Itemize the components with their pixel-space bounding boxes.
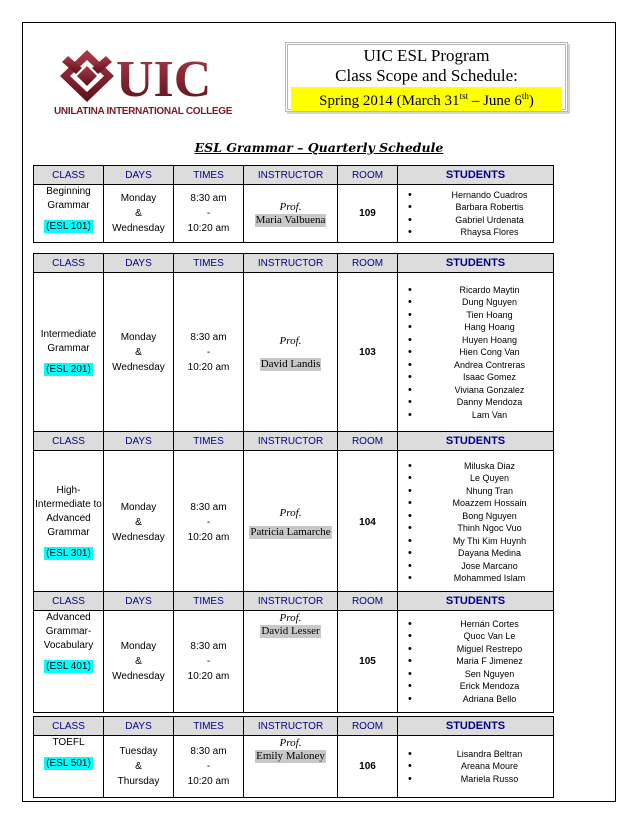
student-item: • Dayana Medina xyxy=(408,547,553,560)
col-header-days: DAYS xyxy=(104,717,174,736)
class-name-line: Beginning xyxy=(46,186,91,197)
student-item: • Danny Mendoza xyxy=(408,396,553,409)
instructor-cell xyxy=(244,273,338,433)
student-item: • Hien Cong Van xyxy=(408,346,553,359)
col-header-room: ROOM xyxy=(338,166,398,185)
col-header-room: ROOM xyxy=(338,717,398,736)
days-cell xyxy=(104,185,174,243)
days-line: Thursday xyxy=(117,776,160,787)
student-item: • Mariela Russo xyxy=(408,773,553,786)
class-name-line: Grammar xyxy=(47,343,90,354)
class-code-wrap xyxy=(34,653,103,674)
student-item: • Barbara Robertis xyxy=(408,201,553,214)
col-header-instructor: INSTRUCTOR xyxy=(244,166,338,185)
logo-college-name: UNILATINA INTERNATIONAL COLLEGE xyxy=(54,106,233,117)
class-name-line: Advanced xyxy=(46,512,91,524)
col-header-instructor: INSTRUCTOR xyxy=(244,254,338,273)
col-header-class: CLASS xyxy=(34,166,104,185)
student-item: • Lam Van xyxy=(408,409,553,422)
student-item: • Maria F Jimenez xyxy=(408,655,553,668)
student-item: • Adriana Bello xyxy=(408,693,553,706)
col-header-room: ROOM xyxy=(338,432,398,451)
schedule-subtitle: ESL Grammar – Quarterly Schedule xyxy=(194,140,444,155)
student-item: • Dung Nguyen xyxy=(408,296,553,309)
class-name-line: Vocabulary xyxy=(43,640,94,651)
header-row xyxy=(34,166,554,185)
instructor-name: Maria Valbuena xyxy=(255,214,326,226)
instructor-cell xyxy=(244,736,338,798)
student-item: • Le Quyen xyxy=(408,472,553,485)
prof-label: Prof. xyxy=(279,201,302,213)
student-item: • Hernando Cuadros xyxy=(408,189,553,202)
class-code: (ESL 401) xyxy=(46,661,91,672)
days-cell xyxy=(104,736,174,798)
class-name-line: Advanced xyxy=(46,612,91,623)
class-code-wrap xyxy=(34,750,103,771)
class-name-line: TOEFL xyxy=(52,737,85,748)
days-cell xyxy=(104,273,174,433)
days-line: Wednesday xyxy=(112,223,165,234)
times-line: - xyxy=(206,516,211,528)
header-row xyxy=(34,432,554,451)
class-table xyxy=(33,253,554,433)
term-dates: Spring 2014 (March $31^{tst}$ – June 6th) xyxy=(291,87,562,111)
students-cell xyxy=(398,611,554,713)
student-item: • Nhung Tran xyxy=(408,485,553,498)
times-line: 8:30 am xyxy=(190,641,227,652)
times-cell xyxy=(174,611,244,713)
student-item: • Mohammed Islam xyxy=(408,572,553,585)
times-line: 10:20 am xyxy=(187,531,230,543)
student-item: • Tien Hoang xyxy=(408,309,553,322)
spacer xyxy=(244,348,337,358)
col-header-students: STUDENTS xyxy=(398,432,554,451)
times-line: - xyxy=(206,208,211,219)
times-line: 10:20 am xyxy=(187,362,230,373)
class-row xyxy=(34,451,554,594)
col-header-times: TIMES xyxy=(174,254,244,273)
class-name-cell xyxy=(34,273,104,433)
col-header-students: STUDENTS xyxy=(398,717,554,736)
col-header-room: ROOM xyxy=(338,592,398,611)
times-cell xyxy=(174,185,244,243)
instructor-cell xyxy=(244,185,338,243)
times-cell xyxy=(174,736,244,798)
instructor-name: David Lesser xyxy=(261,625,320,637)
class-name-line: Grammar xyxy=(47,200,90,211)
student-item: • Moazzem Hossain xyxy=(408,497,553,510)
col-header-class: CLASS xyxy=(34,592,104,611)
prof-label: Prof. xyxy=(279,335,302,347)
days-line: Monday xyxy=(120,193,157,204)
program-title: UIC ESL Program xyxy=(363,46,490,65)
col-header-class: CLASS xyxy=(34,432,104,451)
room-number: 109 xyxy=(338,185,398,243)
student-item: • Andrea Contreras xyxy=(408,359,553,372)
times-line: 8:30 am xyxy=(190,501,227,513)
class-code: (ESL 301) xyxy=(46,547,91,559)
class-name-line: High- xyxy=(56,484,81,496)
times-line: 10:20 am xyxy=(187,776,230,787)
days-line: Wednesday xyxy=(112,362,165,373)
student-item: • Quoc Van Le xyxy=(408,630,553,643)
students-cell xyxy=(398,273,554,433)
room-number: 103 xyxy=(338,273,398,433)
student-item: • Miluska Diaz xyxy=(408,460,553,473)
room-number: 106 xyxy=(338,736,398,798)
student-list xyxy=(398,460,553,585)
logo-uic-text: UIC xyxy=(116,51,212,108)
class-name-line: Intermediate to xyxy=(35,498,102,510)
schedule-title: Class Scope and Schedule: xyxy=(335,66,518,85)
student-item: • Miguel Restrepo xyxy=(408,643,553,656)
col-header-instructor: INSTRUCTOR xyxy=(244,432,338,451)
class-name-cell xyxy=(34,611,104,713)
student-list xyxy=(398,748,553,786)
col-header-class: CLASS xyxy=(34,717,104,736)
times-line: 10:20 am xyxy=(187,223,230,234)
days-line: Tuesday xyxy=(119,746,158,757)
times-line: - xyxy=(206,761,211,772)
times-line: 8:30 am xyxy=(190,193,227,204)
col-header-students: STUDENTS xyxy=(398,166,554,185)
class-row xyxy=(34,736,554,798)
student-list xyxy=(398,189,553,239)
col-header-instructor: INSTRUCTOR xyxy=(244,717,338,736)
class-table xyxy=(33,431,554,594)
class-name-cell xyxy=(34,736,104,798)
header-row xyxy=(34,592,554,611)
class-code: (ESL 201) xyxy=(46,364,91,375)
times-cell xyxy=(174,273,244,433)
class-name-line: Grammar- xyxy=(45,626,92,637)
class-table xyxy=(33,591,554,713)
col-header-students: STUDENTS xyxy=(398,254,554,273)
student-item: • Bong Nguyen xyxy=(408,510,553,523)
class-table xyxy=(33,716,554,798)
instructor-name: Patricia Lamarche xyxy=(250,525,331,538)
class-code: (ESL 501) xyxy=(46,758,91,769)
header-row xyxy=(34,717,554,736)
times-line: 10:20 am xyxy=(187,671,230,682)
student-list xyxy=(398,284,553,422)
days-line: & xyxy=(135,656,142,667)
times-line: - xyxy=(206,347,211,358)
student-item: • Areana Moure xyxy=(408,760,553,773)
days-cell xyxy=(104,451,174,594)
col-header-room: ROOM xyxy=(338,254,398,273)
student-item: • My Thi Kim Huynh xyxy=(408,535,553,548)
times-line: - xyxy=(206,656,211,667)
times-line: 8:30 am xyxy=(190,746,227,757)
student-item: • Isaac Gomez xyxy=(408,371,553,384)
col-header-times: TIMES xyxy=(174,432,244,451)
class-code: (ESL 101) xyxy=(46,221,91,232)
days-line: Wednesday xyxy=(112,531,165,543)
col-header-days: DAYS xyxy=(104,432,174,451)
instructor-name: Emily Maloney xyxy=(256,750,325,762)
student-item: • Viviana Gonzalez xyxy=(408,384,553,397)
col-header-days: DAYS xyxy=(104,166,174,185)
prof-label: Prof. xyxy=(279,612,302,624)
class-table xyxy=(33,165,554,243)
col-header-instructor: INSTRUCTOR xyxy=(244,592,338,611)
header-row xyxy=(34,254,554,273)
days-line: & xyxy=(135,347,142,358)
class-row xyxy=(34,611,554,713)
instructor-cell xyxy=(244,611,338,713)
prof-label: Prof. xyxy=(279,737,302,749)
student-item: • Hernán Cortes xyxy=(408,618,553,631)
student-item: • Lisandra Beltran xyxy=(408,748,553,761)
student-item: • Huyen Hoang xyxy=(408,334,553,347)
student-item: • Hang Hoang xyxy=(408,321,553,334)
days-line: Monday xyxy=(120,641,157,652)
col-header-times: TIMES xyxy=(174,592,244,611)
class-name-cell xyxy=(34,451,104,594)
class-code-wrap xyxy=(34,213,103,234)
days-line: Wednesday xyxy=(112,671,165,682)
times-line: 8:30 am xyxy=(190,332,227,343)
col-header-days: DAYS xyxy=(104,592,174,611)
student-item: • Jose Marcano xyxy=(408,560,553,573)
col-header-class: CLASS xyxy=(34,254,104,273)
student-item: • Gabriel Urdenata xyxy=(408,214,553,227)
col-header-students: STUDENTS xyxy=(398,592,554,611)
days-cell xyxy=(104,611,174,713)
students-cell xyxy=(398,451,554,594)
times-cell xyxy=(174,451,244,594)
class-row xyxy=(34,185,554,243)
student-list xyxy=(398,618,553,706)
student-item: • Ricardo Maytin xyxy=(408,284,553,297)
days-line: & xyxy=(135,516,142,528)
student-item: • Sen Nguyen xyxy=(408,668,553,681)
col-header-times: TIMES xyxy=(174,717,244,736)
days-line: Monday xyxy=(120,501,157,513)
class-code-wrap xyxy=(34,540,103,561)
days-line: & xyxy=(135,208,142,219)
prof-label: Prof. xyxy=(279,506,302,519)
days-line: & xyxy=(135,761,142,772)
student-item: • Thinh Ngoc Vuo xyxy=(408,522,553,535)
class-name-cell xyxy=(34,185,104,243)
days-line: Monday xyxy=(120,332,157,343)
col-header-days: DAYS xyxy=(104,254,174,273)
class-name-line: Grammar xyxy=(47,526,90,538)
col-header-times: TIMES xyxy=(174,166,244,185)
student-item: • Erick Mendoza xyxy=(408,680,553,693)
instructor-name: David Landis xyxy=(260,358,321,370)
room-number: 105 xyxy=(338,611,398,713)
class-name-line: Intermediate xyxy=(40,329,97,340)
instructor-cell xyxy=(244,451,338,594)
room-number: 104 xyxy=(338,451,398,594)
program-title-box xyxy=(285,42,568,112)
student-item: • Rhaysa Flores xyxy=(408,226,553,239)
class-row xyxy=(34,273,554,433)
students-cell xyxy=(398,736,554,798)
students-cell xyxy=(398,185,554,243)
class-code-wrap xyxy=(34,356,103,377)
